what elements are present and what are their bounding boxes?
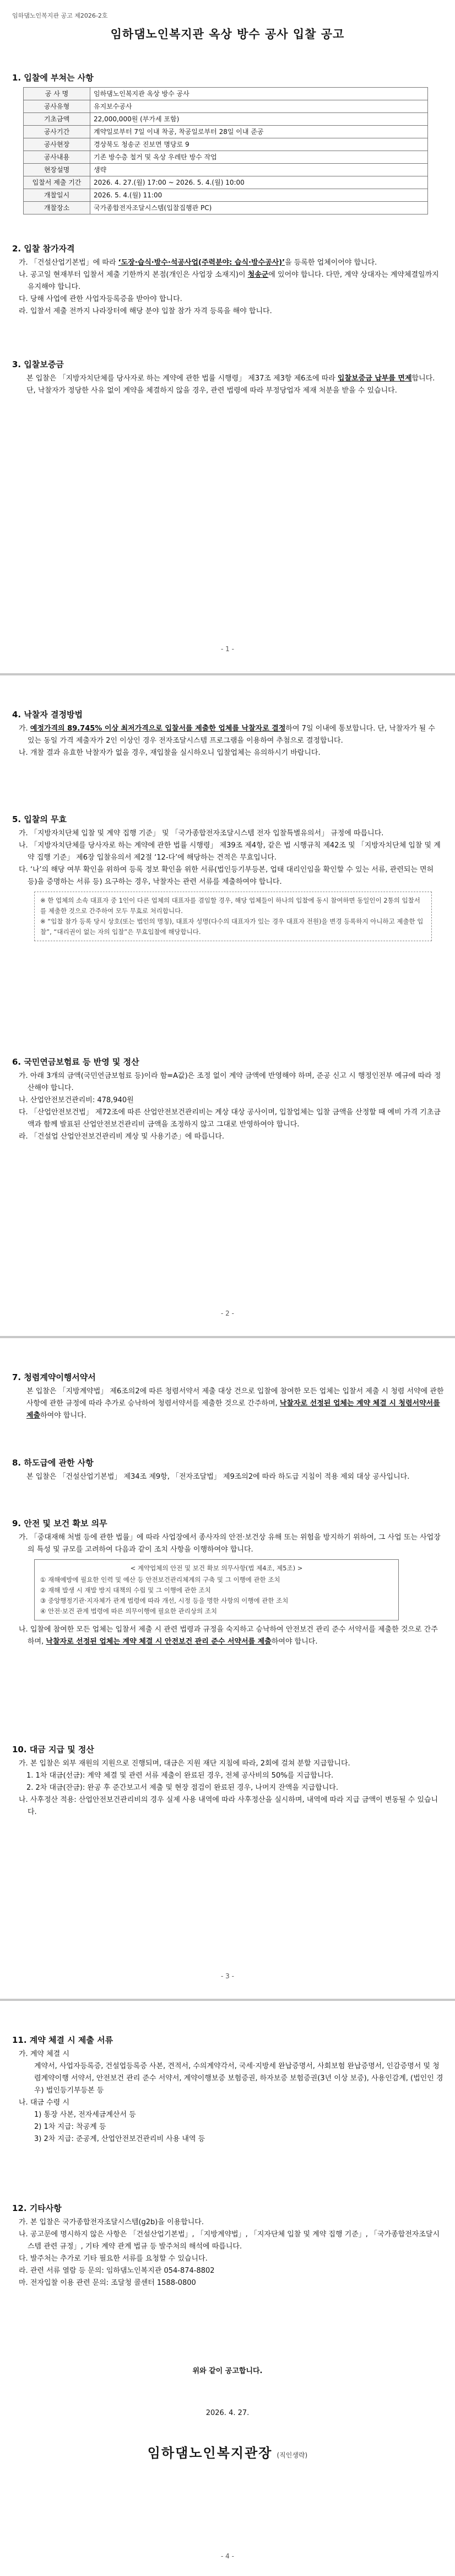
section-contract-documents	[12, 2034, 444, 2145]
section-title: 11. 계약 체결 시 제출 서류	[12, 2035, 113, 2045]
overview-value: 유지보수공사	[90, 100, 428, 113]
safety-item: ④ 안전·보건 관계 법령에 따른 의무이행에 필요한 관리상의 조치	[40, 1607, 217, 1615]
notice-number: 임하댐노인복지관 공고 제2026-2호	[12, 12, 108, 19]
page-title: 임하댐노인복지관 옥상 방수 공사 입찰 공고	[110, 28, 345, 41]
document-page-4	[0, 2001, 455, 2576]
page-number: - 4 -	[221, 2552, 234, 2560]
section-invalid-bid	[12, 813, 444, 941]
overview-key: 공사내용	[24, 151, 90, 164]
winner-a: 가. 예정가격의 89.745% 이상 최저가격으로 입찰서를 제출한 업체를 낙찰자로 결정하여 7일 이내에 통보합니다. 단, 낙찰자가 될 수 있는 동일 가격 제출자가 2인 이상인 경우 전자조달시스템 프로그램을 이용하여 추첨으로 결정합니다.	[19, 724, 435, 745]
issuer-signature	[0, 2442, 455, 2461]
section-subcontract	[12, 1457, 444, 1483]
overview-value: 2026. 5. 4.(월) 11:00	[90, 189, 428, 202]
overview-table	[23, 87, 428, 214]
section-qualification	[12, 243, 444, 318]
section-misc	[12, 2202, 444, 2289]
safety-box-title: < 계약업체의 안전 및 보건 확보 의무사항(법 제4조, 제5조) >	[130, 1564, 303, 1572]
overview-key: 기초금액	[24, 113, 90, 126]
overview-key: 개찰일시	[24, 189, 90, 202]
issuer-name: 임하댐노인복지관장	[147, 2445, 273, 2461]
overview-row	[24, 138, 428, 151]
docs-a-body: 계약서, 사업자등록증, 건설업등록증 사본, 견적서, 수의계약각서, 국세·지방세 완납증명서, 사회보험 완납증명서, 인감증명서 및 청렴계약이행 서약서, 안전보건 관리 준수 서약서, 계약이행보증 보험증권, 하자보증 보험증권(3년 이상 보증), 사용인감계, (법인인 경우) 법인등기부등본 등	[34, 2062, 443, 2095]
document-page-2	[0, 675, 455, 1336]
docs-b2: 2) 1차 지급: 착공계 등	[34, 2123, 106, 2131]
overview-value: 경상북도 청송군 진보면 명당로 9	[90, 138, 428, 151]
section-safety	[12, 1517, 444, 1648]
docs-b: 나. 대금 수령 시	[19, 2099, 69, 2107]
note-line: ※ “입찰 참가 등록 당시 상호(또는 법인의 명칭), 대표자 성명(다수의 대표자가 있는 경우 대표자 전원)을 변경 등록하지 아니하고 제출한 입찰”, “대리권이 없는 자의 입찰”은 무효입찰에 해당합니다.	[40, 917, 424, 936]
overview-key: 개찰장소	[24, 202, 90, 214]
section-bid-bond	[12, 358, 444, 397]
overview-value: 기존 방수층 철거 및 옥상 우레탄 방수 작업	[90, 151, 428, 164]
overview-key: 공사기간	[24, 126, 90, 138]
section-title: 12. 기타사항	[12, 2203, 62, 2213]
overview-value: 국가종합전자조달시스템(입찰집행관 PC)	[90, 202, 428, 214]
overview-row	[24, 100, 428, 113]
section-title: 10. 대금 지급 및 정산	[12, 1745, 94, 1754]
section-title: 9. 안전 및 보건 확보 의무	[12, 1518, 107, 1528]
section-title: 7. 청렴계약이행서약서	[12, 1372, 96, 1382]
section-title: 6. 국민연금보험료 등 반영 및 정산	[12, 1057, 139, 1067]
closing-statement: 위와 같이 공고합니다.	[192, 2367, 263, 2375]
docs-b3: 3) 2차 지급: 준공계, 산업안전보건관리비 사용 내역 등	[34, 2135, 205, 2143]
misc-d: 라. 관련 서류 열람 등 문의: 임하댐노인복지관 054-874-8802	[19, 2267, 215, 2275]
misc-e: 마. 전자입찰 이용 관련 문의: 조달청 콜센터 1588-0800	[19, 2279, 196, 2287]
pension-b: 나. 산업안전보건관리비: 478,940원	[19, 1096, 134, 1104]
integrity-text: 본 입찰은 「지방계약법」 제6조의2에 따른 청렴서약서 제출 대상 건으로 입찰에 참여한 모든 업체는 입찰서 제출 시 청렴 서약에 관한 사항에 관한 규정에 따라 추가로 승낙하여 청렴서약서를 제출한 것으로 간주하며, 낙찰자로 선정된 업체는 계약 체결 시 청렴서약서를 제출하여야 합니다.	[26, 1387, 444, 1420]
notice-date: 2026. 4. 27.	[205, 2409, 250, 2417]
page-number: - 2 -	[221, 1310, 234, 1317]
overview-key: 공사현장	[24, 138, 90, 151]
overview-row	[24, 126, 428, 138]
safety-b: 나. 입찰에 참여한 모든 업체는 입찰서 제출 시 관련 법령과 규정을 숙지하고 승낙하여 안전보건 관리 준수 서약서를 제출한 것으로 간주하며, 낙찰자로 선정된 업체는 계약 체결 시 안전보건 관리 준수 서약서를 제출하여야 합니다.	[19, 1625, 438, 1646]
overview-row	[24, 113, 428, 126]
overview-row	[24, 151, 428, 164]
overview-value: 2026. 4. 27.(월) 17:00 ~ 2026. 5. 4.(월) 10:00	[90, 176, 428, 189]
section-winner-decision	[12, 709, 444, 759]
qualification-b: 나. 공고일 현재부터 입찰서 제출 기한까지 본점(개인은 사업장 소재지)이 청송군에 있어야 합니다. 다만, 계약 상대자는 계약체결일까지 유지해야 합니다.	[19, 271, 439, 291]
section-payment	[12, 1743, 444, 1818]
docs-a: 가. 계약 체결 시	[19, 2050, 69, 2058]
overview-value: 계약일로부터 7일 이내 착공, 착공일로부터 28일 이내 준공	[90, 126, 428, 138]
invalid-a: 가. 「지방자치단체 입찰 및 계약 집행 기준」 및 「국가종합전자조달시스템 전자 입찰특별유의서」 규정에 따릅니다.	[19, 829, 384, 838]
safety-item: ① 재해예방에 필요한 인력 및 예산 등 안전보건관리체계의 구축 및 그 이행에 관한 조치	[40, 1576, 280, 1584]
pension-a: 가. 아래 3개의 금액(국민연금보험료 등)이라 함=A값)은 조정 없이 계약 금액에 반영해야 하며, 준공 신고 시 행정인전부 예규에 따라 정산해야 합니다.	[19, 1072, 441, 1092]
overview-key: 입찰서 제출 기간	[24, 176, 90, 189]
safety-a: 가. 「중대재해 처벌 등에 관한 법률」에 따라 사업장에서 종사자의 안전·보건상 유해 또는 위험을 방지하기 위하여, 그 사업 또는 사업장의 특성 및 규모를 고려하여 다음과 같이 조치 사항을 이행하여야 합니다.	[19, 1533, 441, 1554]
section-title: 1. 입찰에 부쳐는 사항	[12, 73, 94, 83]
overview-row	[24, 164, 428, 176]
overview-value: 생략	[90, 164, 428, 176]
document-page-3	[0, 1338, 455, 1999]
overview-row	[24, 202, 428, 214]
payment-a1: 1. 1차 대금(선금): 계약 체결 및 관련 서류 제출이 완료된 경우, 전체 공사비의 50%를 지급합니다.	[26, 1772, 334, 1780]
overview-value: 22,000,000원 (부가세 포함)	[90, 113, 428, 126]
overview-value: 임하댐노인복지관 옥상 방수 공사	[90, 88, 428, 100]
overview-row	[24, 176, 428, 189]
qualification-d: 라. 입찰서 제출 전까지 나라장터에 해당 분야 입찰 참가 자격 등록을 해야 합니다.	[19, 307, 272, 315]
invalid-note-box	[34, 892, 432, 941]
page-number: - 3 -	[221, 1972, 234, 1980]
overview-key: 현장설명	[24, 164, 90, 176]
qualification-c: 다. 당해 사업에 관한 사업자등록증을 받아야 합니다.	[19, 295, 182, 303]
note-line: ※ 한 업체의 소속 대표자 중 1인이 다른 업체의 대표자를 겸임할 경우, 해당 업체들이 하나의 입찰에 동시 참여하면 동일인이 2통의 입찰서를 제출한 것으로 간주하여 모두 무효로 처리합니다.	[40, 897, 420, 915]
payment-a2: 2. 2차 대금(잔금): 완공 후 준간보고서 제출 및 현장 점검이 완료된 경우, 나머지 잔액을 지급합니다.	[26, 1784, 338, 1792]
bid-bond-text: 본 입찰은 「지방자치단체를 당사자로 하는 계약에 관한 법률 시행령」 제37조 제3항 제6조에 따라 입찰보증금 납부를 면제합니다. 단, 낙찰자가 정당한 사유 없이 계약을 체결하지 않을 경우, 관련 법령에 따라 부정당업자 제재 처분을 받을 수 있습니다.	[26, 374, 435, 395]
misc-b: 나. 공고문에 명시하지 않은 사항은 「건설산업기본법」, 「지방계약법」, 「지자단체 입찰 및 계약 집행 기준」, 「국가종합전자조달시스템 관련 규정」, 기타 계약 관계 법규 등 발주처의 해석에 따릅니다.	[19, 2230, 440, 2251]
section-integrity-pledge	[12, 1371, 444, 1422]
section-title: 5. 입찰의 무효	[12, 814, 67, 824]
section-bid-items	[12, 72, 444, 214]
misc-a: 가. 본 입찰은 국가종합전자조달시스템(g2b)을 이용합니다.	[19, 2218, 204, 2226]
safety-duty-box	[34, 1559, 399, 1620]
safety-item: ② 재해 발생 시 재발 방지 대책의 수립 및 그 이행에 관한 조치	[40, 1586, 211, 1594]
document-page-1	[0, 0, 455, 673]
misc-c: 다. 발주처는 추가로 기타 필요한 서류를 요청할 수 있습니다.	[19, 2255, 208, 2263]
overview-row	[24, 189, 428, 202]
overview-row	[24, 88, 428, 100]
pension-c: 다. 「산업안전보건법」 제72조에 따른 산업안전보건관리비는 계상 대상 공사이며, 입찰업체는 입찰 금액을 산정할 때 예비 가격 기초금액과 함께 발표된 산업안전보건관리비 금액을 조정하지 않고 그대로 반영하여야 합니다.	[19, 1108, 441, 1129]
section-title: 8. 하도급에 관한 사항	[12, 1458, 94, 1468]
subcontract-text: 본 입찰은 「건설산업기본법」 제34조 제9항, 「전자조달법」 제9조의2에 따라 하도급 지침이 적용 제외 대상 공사입니다.	[26, 1473, 410, 1481]
qualification-a: 가. 「건설산업기본법」에 따라 ‘도장·습식·방수·석공사업(주력분야: 습식·방수공사)’을 등록한 업체이어야 합니다.	[19, 259, 377, 267]
section-title: 2. 입찰 참가자격	[12, 244, 75, 254]
section-title: 3. 입찰보증금	[12, 359, 64, 369]
invalid-b: 나. 「지방자치단체를 당사자로 하는 계약에 관한 법률 시행령」 제39조 제4항, 같은 법 시행규칙 제42조 및 「지방자치단체 입찰 및 계약 집행 기준」 제6장 입찰유의서 제2절 ‘12-다’에 해당하는 견적은 무효입니다.	[19, 841, 441, 862]
overview-key: 공사유형	[24, 100, 90, 113]
section-title: 4. 낙찰자 결정방법	[12, 710, 83, 720]
overview-key: 공 사 명	[24, 88, 90, 100]
seal-omitted: (직인생략)	[277, 2451, 308, 2459]
pension-d: 라. 「건설업 산업안전보건관리비 계상 및 사용기준」에 따릅니다.	[19, 1133, 225, 1141]
section-pension-settlement	[12, 1056, 444, 1143]
invalid-c: 다. ‘나’의 해당 여부 확인을 위하여 등록 정보 확인을 위한 서류(법인등기부등본, 업태 대리인임을 확인할 수 있는 서류, 관련되는 면허 등)을 증명하는 서류 등) 요구하는 경우, 낙찰자는 관련 서류를 제출하여야 합니다.	[19, 866, 434, 886]
winner-b: 나. 개찰 결과 유효한 낙찰자가 없을 경우, 재입찰을 실시하오니 입찰업체는 유의하시기 바랍니다.	[19, 749, 321, 757]
page-number: - 1 -	[221, 645, 234, 653]
docs-b1: 1) 통장 사본, 전자세금계산서 등	[34, 2111, 136, 2119]
payment-a: 가. 본 입찰은 외부 재원의 지원으로 진행되며, 대금은 지원 재단 지침에 따라, 2회에 걸쳐 분할 지급합니다.	[19, 1759, 350, 1768]
safety-item: ③ 중앙행정기관·지자체가 관계 법령에 따라 개선, 시정 등을 명한 사항의 이행에 관한 조치	[40, 1597, 289, 1604]
payment-b: 나. 사후정산 적용: 산업안전보건관리비의 경우 실제 사용 내역에 따라 사후정산을 실시하며, 내역에 따라 지급 금액이 변동될 수 있습니다.	[19, 1796, 438, 1816]
